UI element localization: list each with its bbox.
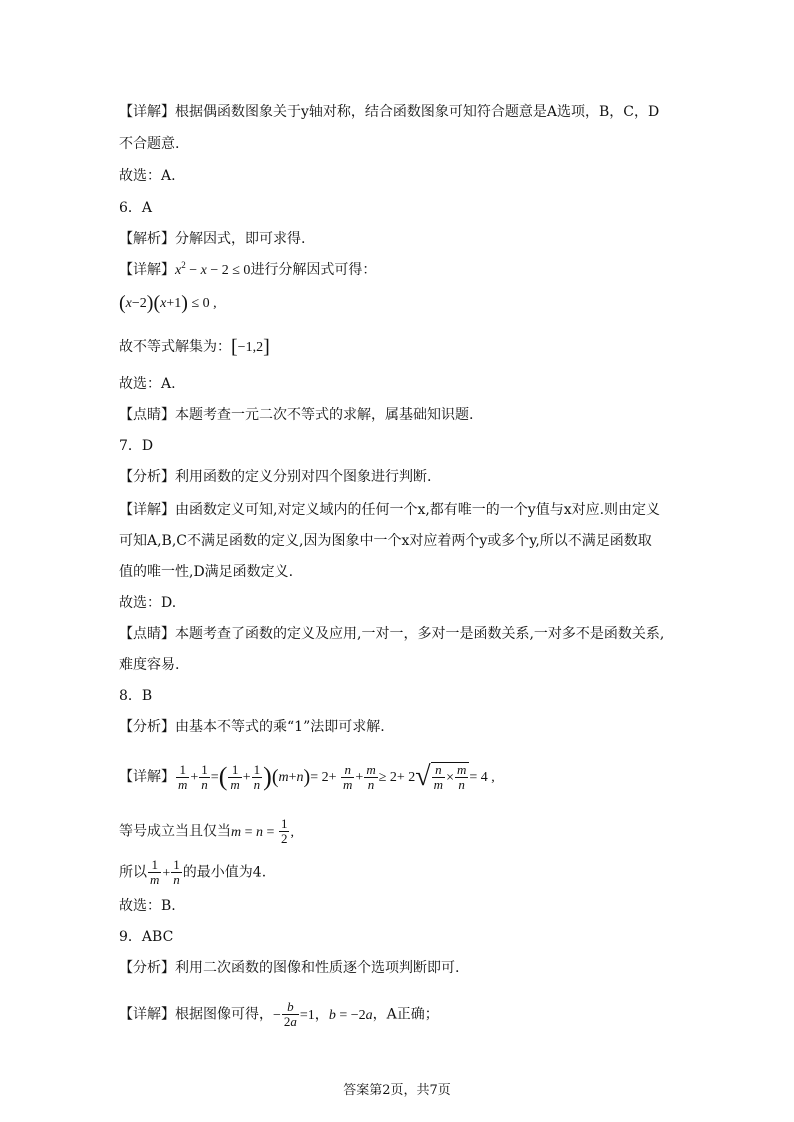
target-expression: $\frac{1}{m}$ + $\frac{1}{n}$ <box>150 857 180 887</box>
vertex-expression: − $\frac{b}{2a}$ =1，b = −2a <box>273 999 373 1029</box>
equality-expression: m = n = $\frac{1}{2}$ , <box>231 816 294 846</box>
detail-7-line3: 值的唯一性,D满足函数定义. <box>119 564 294 580</box>
solution-set: 故不等式解集为：[−1,2] <box>119 336 270 358</box>
detail-9: 【详解】根据图像可得，− $\frac{b}{2a}$ =1，b = −2a，A正确； <box>119 999 439 1029</box>
solution-interval: [−1,2] <box>231 336 270 358</box>
analysis-8: 【分析】由基本不等式的乘“1”法即可求解. <box>119 719 385 735</box>
comment-7-line2: 难度容易. <box>119 657 180 673</box>
answer-choice-6: 故选：A. <box>119 376 176 392</box>
analysis-6: 【解析】分解因式，即可求得. <box>119 231 306 247</box>
quadratic-inequality: $x^2 - x - 2 \le 0$ <box>175 260 251 278</box>
detail-7-line1: 【详解】由函数定义可知,对定义域内的任何一个x,都有唯一的一个y值与x对应.则由定义 <box>119 502 661 518</box>
minimum-value: 所以 $\frac{1}{m}$ + $\frac{1}{n}$ 的最小值为4. <box>119 857 267 887</box>
question-number-6: 6．A <box>119 200 153 216</box>
detail-8-derivation: 【详解】 $\frac{1}{m}$ + $\frac{1}{n}$ =( $\frac{1}{m}$ + $\frac{1}{n}$ )(m+n)= 2+ $\frac{n}{m}$ + $\frac{m}{n}$ ≥ 2+ 2√ $\frac{n}{m}$ × $\frac{m}{n}$ = 4 , <box>119 761 495 792</box>
detail-even-function: 【详解】根据偶函数图象关于y轴对称，结合函数图象可知符合题意是A选项，B，C，D <box>119 104 660 120</box>
analysis-9: 【分析】利用二次函数的图像和性质逐个选项判断即可. <box>119 960 460 976</box>
answer-choice-5: 故选：A. <box>119 168 176 184</box>
comment-7-line1: 【点睛】本题考查了函数的定义及应用,一对一，多对一是函数关系,一对多不是函数关系, <box>119 626 665 642</box>
am-gm-expression: $\frac{1}{m}$ + $\frac{1}{n}$ =( $\frac{1}{m}$ + $\frac{1}{n}$ )(m+n)= 2+ $\frac{n}{m}$ + $\frac{m}{n}$ ≥ 2+ 2√ $\frac{n}{m}$ × $\frac{m}{n}$ = 4 , <box>178 761 495 792</box>
analysis-7: 【分析】利用函数的定义分别对四个图象进行判断. <box>119 469 432 485</box>
detail-continuation: 不合题意. <box>119 136 180 152</box>
answer-choice-8: 故选：B. <box>119 898 176 914</box>
detail-6: 【详解】$x^2 - x - 2 \le 0$进行分解因式可得： <box>119 260 377 278</box>
detail-7-line2: 可知A,B,C不满足函数的定义,因为图象中一个x对应着两个y或多个y,所以不满足函数取 <box>119 533 652 549</box>
page-footer: 答案第2页，共7页 <box>343 1083 451 1098</box>
equality-condition: 等号成立当且仅当m = n = $\frac{1}{2}$ , <box>119 816 294 846</box>
factored-inequality: (x−2)(x+1) ≤ 0 , <box>119 292 217 314</box>
question-number-9: 9．ABC <box>119 929 174 945</box>
comment-6: 【点睛】本题考查一元二次不等式的求解，属基础知识题. <box>119 407 474 423</box>
question-number-7: 7．D <box>119 438 154 454</box>
answer-choice-7: 故选：D. <box>119 595 177 611</box>
question-number-8: 8．B <box>119 688 153 704</box>
